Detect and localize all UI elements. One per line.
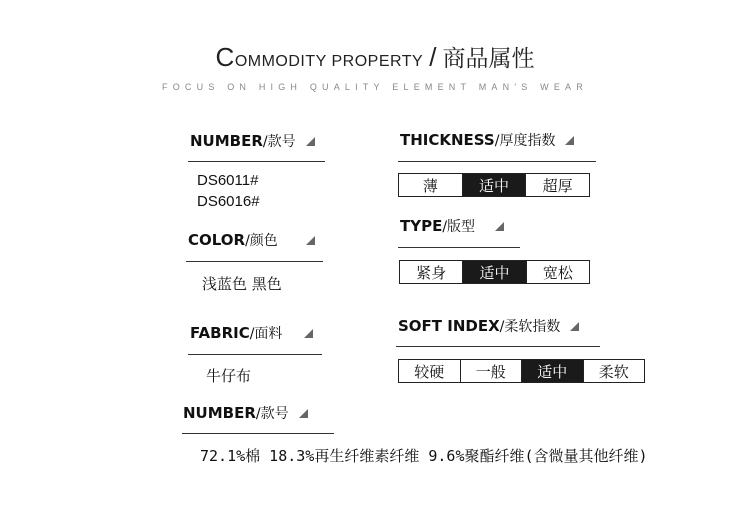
color-value: 浅蓝色 黑色	[202, 275, 282, 293]
title-english: COMMODITY PROPERTY	[215, 42, 424, 72]
triangle-icon	[304, 329, 313, 338]
soft-index-option: 柔软	[583, 360, 645, 382]
number-value: DS6011#	[197, 172, 259, 189]
fabric-divider	[188, 354, 322, 355]
soft-index-options	[398, 359, 645, 383]
soft-index-option: 一般	[460, 360, 522, 382]
triangle-icon	[299, 409, 308, 418]
soft-index-heading: SOFT INDEX/柔软指数	[398, 316, 579, 336]
type-option: 紧身	[416, 263, 447, 282]
number2-divider	[182, 433, 334, 434]
type-option-selected: 适中	[462, 261, 525, 283]
number-heading: NUMBER/款号	[190, 131, 315, 151]
type-options	[399, 260, 590, 284]
page-subtitle: FOCUS ON HIGH QUALITY ELEMENT MAN'S WEAR	[162, 82, 588, 92]
thickness-option: 超厚	[525, 174, 589, 196]
number2-heading: NUMBER/款号	[183, 403, 308, 423]
number-value: DS6016#	[197, 193, 260, 210]
color-divider	[186, 261, 323, 262]
soft-index-option-selected: 适中	[521, 360, 583, 382]
type-divider	[398, 247, 520, 248]
fabric-heading: FABRIC/面料	[190, 323, 313, 343]
thickness-options	[398, 173, 590, 197]
page-title	[0, 40, 750, 73]
triangle-icon	[570, 322, 579, 331]
fabric-value: 牛仔布	[206, 367, 252, 385]
type-option: 宽松	[526, 261, 589, 283]
triangle-icon	[306, 137, 315, 146]
composition-text: 72.1%棉 18.3%再生纤维素纤维 9.6%聚酯纤维(含微量其他纤维)	[200, 447, 648, 465]
triangle-icon	[306, 236, 315, 245]
number-divider	[188, 161, 325, 162]
soft-index-option: 较硬	[414, 362, 445, 381]
thickness-option: 薄	[422, 176, 438, 195]
thickness-divider	[398, 161, 596, 162]
triangle-icon	[495, 222, 504, 231]
number-values	[197, 170, 260, 212]
type-heading: TYPE/版型	[400, 216, 504, 236]
triangle-icon	[565, 136, 574, 145]
thickness-option-selected: 适中	[462, 174, 526, 196]
title-chinese: 商品属性	[442, 46, 535, 72]
soft-index-divider	[396, 346, 600, 347]
color-heading: COLOR/颜色	[188, 230, 315, 250]
thickness-heading: THICKNESS/厚度指数	[400, 130, 574, 150]
title-separator: /	[429, 42, 437, 72]
